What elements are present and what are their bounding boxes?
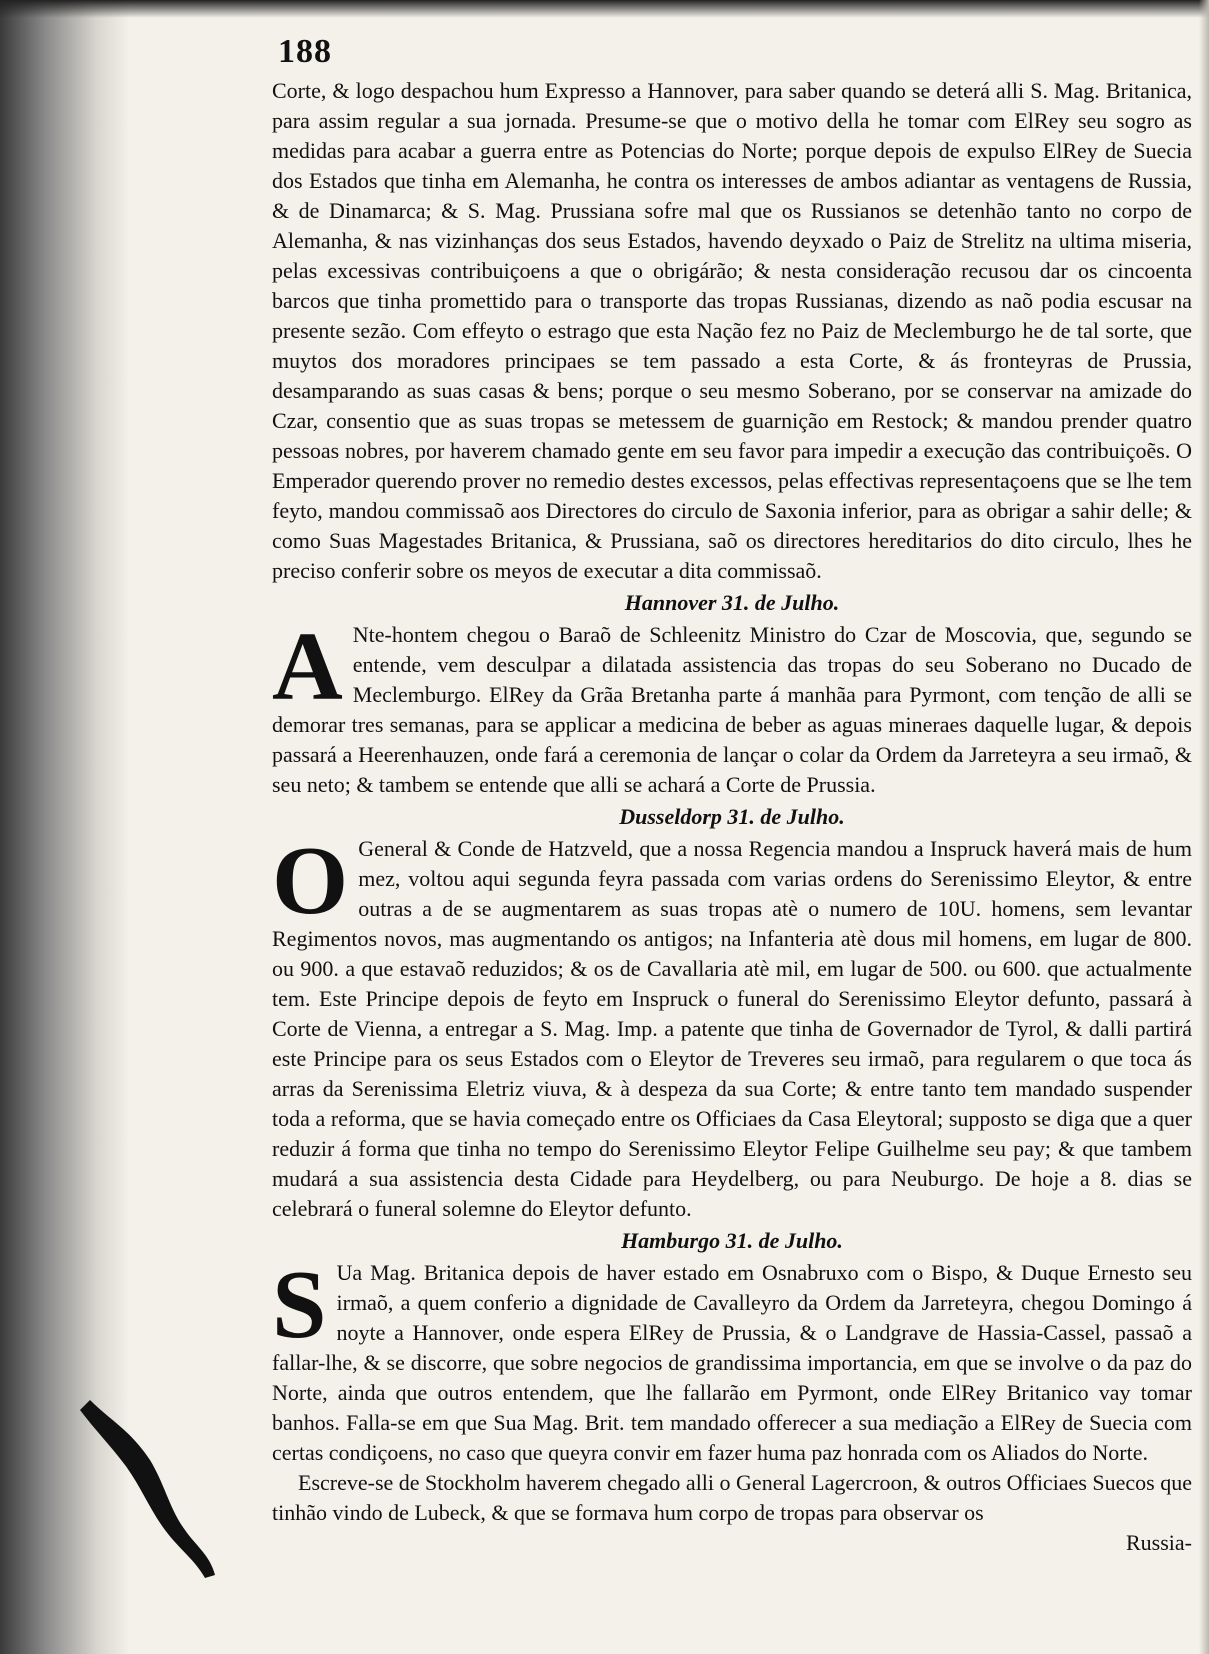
article-dusseldorp bbox=[272, 827, 1192, 1224]
dateline-dusseldorp: Dusseldorp 31. de Julho. bbox=[619, 804, 845, 829]
dateline-hannover: Hannover 31. de Julho. bbox=[624, 590, 840, 615]
page-content bbox=[272, 32, 1192, 1558]
article-hamburgo bbox=[272, 1251, 1192, 1468]
article-dusseldorp-text: General & Conde de Hatzveld, que a nossa Regencia mandou a Inspruck haverá mais de hum mez, voltou aqui segunda feyra passada com varias ordens do Serenissimo Eleytor, & entre outras a de se augmentarem as suas tropas atè o numero de 10U. homens, sem levantar Regimentos novos, mas augmentando os antigos; na Infanteria atè dous mil homens, em lugar de 800. ou 900. a que estavaõ reduzidos; & os de Cavallaria atè mil, em lugar de 500. ou 600. que actualmente tem. Este Principe depois de feyto em Inspruck o funeral do Serenissimo Eleytor defunto, passará à Corte de Vienna, a entregar a S. Mag. Imp. a patente que tinha de Governador de Tyrol, & dalli partirá este Principe para os seus Estados com o Eleytor de Treveres seu irmaõ, para regularem o que toca ás arras da Serenissima Eletriz viuva, & à despeza da sua Corte; & entre tanto tem mandado suspender toda a reforma, que se havia começado entre os Officiaes da Casa Eleytoral; supposto se diga que a quer reduzir á forma que tinha no tempo do Serenissimo Eleytor Felipe Guilhelme seu pay; & que tambem mudará a sua assistencia desta Cidade para Heydelberg, ou para Neuburgo. De hoje a 8. dias se celebrará o funeral solemne do Eleytor defunto. bbox=[272, 836, 1192, 1221]
drop-cap-s: S bbox=[272, 1251, 327, 1359]
ink-stain bbox=[70, 1380, 220, 1580]
drop-cap-a: A bbox=[272, 613, 343, 721]
article-hamburgo-second: Escreve-se de Stockholm haverem chegado alli o General Lagercroon, & outros Officiaes Suecos que tinhão vindo de Lubeck, & que se formava hum corpo de tropas para observar os bbox=[272, 1470, 1192, 1525]
article-hannover-text: Nte-hontem chegou o Baraõ de Schleenitz Ministro do Czar de Moscovia, que, segundo se entende, vem desculpar a dilatada assistencia das tropas do seu Soberano no Ducado de Meclemburgo. ElRey da Grãa Bretanha parte á manhãa para Pyrmont, com tenção de alli se demorar tres semanas, para se applicar a medicina de beber as aguas mineraes daquelle lugar, & depois passará a Heerenhauzen, onde fará a ceremonia de lançar o colar da Ordem da Jarreteyra a seu irmaõ, & seu neto; & tambem se entende que alli se achará a Corte de Prussia. bbox=[272, 622, 1192, 797]
page-right-edge bbox=[1199, 0, 1209, 1654]
page-number: 188 bbox=[278, 33, 332, 70]
continuation-paragraph: Corte, & logo despachou hum Expresso a Hannover, para saber quando se deterá alli S. Mag. Britanica, para assim regular a sua jornada. Presume-se que o motivo della he tomar com ElRey seu sogro as medidas para acabar a guerra entre as Potencias do Norte; porque depois de expulso ElRey de Suecia dos Estados que tinha em Alemanha, he contra os interesses de ambos adiantar as ventagens de Russia, & de Dinamarca; & S. Mag. Prussiana sofre mal que os Russianos se detenhão tanto no corpo de Alemanha, & nas vizinhanças dos seus Estados, havendo deyxado o Paiz de Strelitz na ultima miseria, pelas excessivas contribuiçoens a que o obrigárão; & nesta consideração recusou dar os cincoenta barcos que tinha promettido para o transporte das tropas Russianas, dizendo as naõ podia escusar na presente sezão. Com effeyto o estrago que esta Nação fez no Paiz de Meclemburgo he de tal sorte, que muytos dos moradores principaes se tem passado a esta Corte, & ás fronteyras de Prussia, desamparando as suas casas & bens; porque o seu mesmo Soberano, por se conservar na amizade do Czar, consentio que as suas tropas se metessem de guarnição em Restock; & mandou prender quatro pessoas nobres, por haverem chamado gente em seu favor para impedir a execução das contribuiçoẽs. O Emperador querendo prover no remedio destes excessos, pelas effectivas representaçoens que se lhe tem feyto, mandou commissaõ aos Directores do circulo de Saxonia inferior, para as obrigar a sahir delle; & como Suas Magestades Britanica, & Prussiana, saõ os directores hereditarios do dito circulo, lhes he preciso conferir sobre os meyos de executar a dita commissaõ. bbox=[272, 78, 1192, 583]
dateline-hamburgo: Hamburgo 31. de Julho. bbox=[621, 1228, 843, 1253]
article-hannover bbox=[272, 613, 1192, 800]
article-hamburgo-text: Ua Mag. Britanica depois de haver estado em Osnabruxo com o Bispo, & Duque Ernesto seu irmaõ, a quem conferio a dignidade de Cavalleyro da Ordem da Jarreteyra, chegou Domingo á noyte a Hannover, onde espera ElRey de Prussia, & o Landgrave de Hassia-Cassel, passaõ a fallar-lhe, & se discorre, que sobre negocios de grandissima importancia, em que se involve o da paz do Norte, ainda que outros entendem, que lhe fallarão em Pyrmont, onde ElRey Britanico vay tomar banhos. Falla-se em que Sua Mag. Brit. tem mandado offerecer a sua mediação a ElRey de Suecia com certas condiçoens, no caso que queyra convir em fazer huma paz honrada com os Aliados do Norte. bbox=[272, 1260, 1192, 1465]
catchword: Russia- bbox=[1126, 1530, 1192, 1555]
drop-cap-o: O bbox=[272, 827, 349, 935]
page-top-shadow bbox=[0, 0, 1209, 18]
